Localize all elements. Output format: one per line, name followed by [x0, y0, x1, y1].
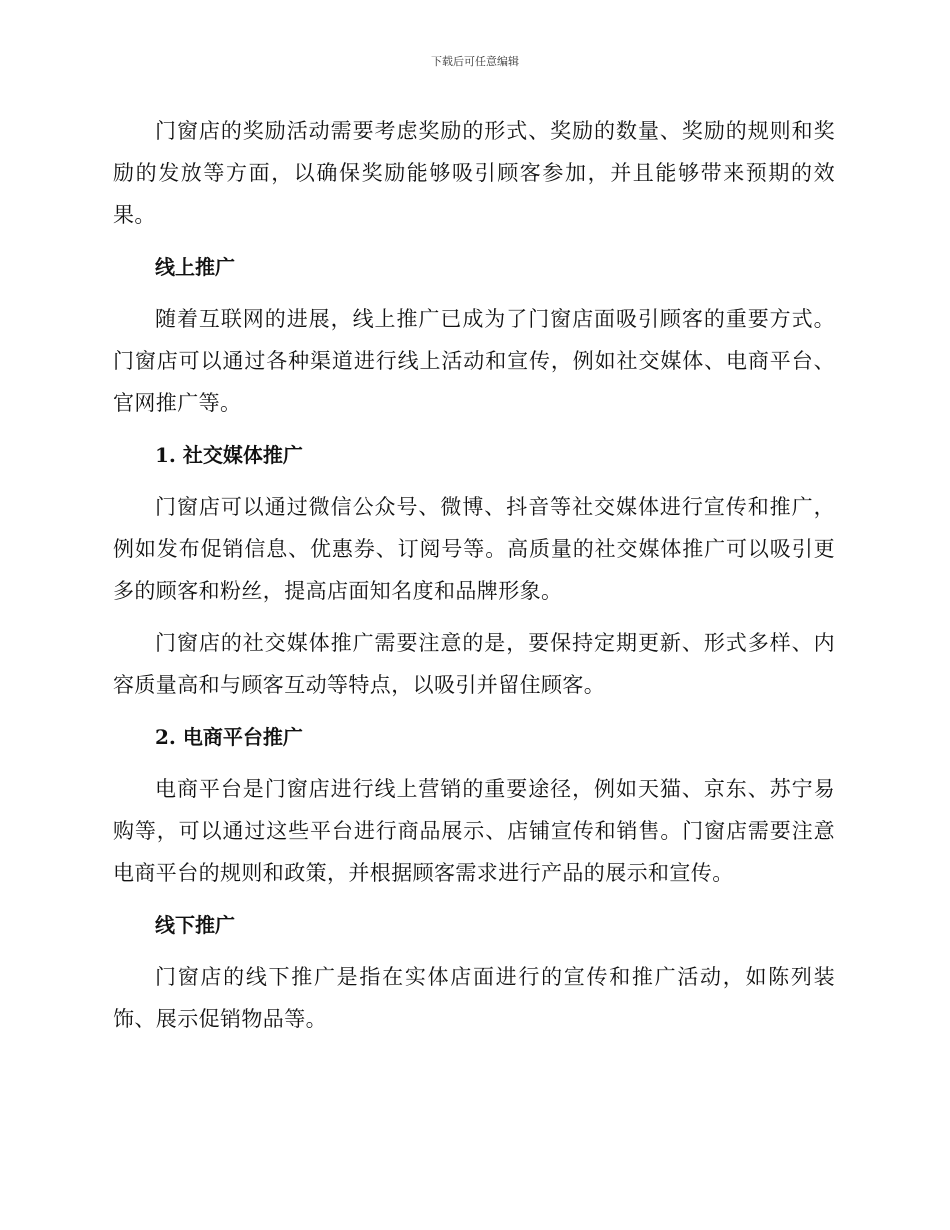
heading-ecommerce: 2. 电商平台推广 [155, 725, 303, 749]
page-header: 下载后可任意编辑 [431, 55, 519, 68]
paragraph-social-media-notes: 门窗店的社交媒体推广需要注意的是，要保持定期更新、形式多样、内容质量高和与顾客互动等特点，以吸引并留住顾客。 [113, 631, 835, 697]
paragraph-social-media: 门窗店可以通过微信公众号、微博、抖音等社交媒体进行宣传和推广，例如发布促销信息、优惠券、订阅号等。高质量的社交媒体推广可以吸引更多的顾客和粉丝，提高店面知名度和品牌形象。 [113, 495, 835, 603]
paragraph-reward-activity: 门窗店的奖励活动需要考虑奖励的形式、奖励的数量、奖励的规则和奖励的发放等方面，以确保奖励能够吸引顾客参加，并且能够带来预期的效果。 [113, 119, 835, 227]
paragraph-ecommerce: 电商平台是门窗店进行线上营销的重要途径，例如天猫、京东、苏宁易购等，可以通过这些平台进行商品展示、店铺宣传和销售。门窗店需要注意电商平台的规则和政策，并根据顾客需求进行产品的展示和宣传。 [113, 777, 835, 885]
paragraph-offline-promotion: 门窗店的线下推广是指在实体店面进行的宣传和推广活动，如陈列装饰、展示促销物品等。 [113, 965, 835, 1031]
heading-offline-promotion: 线下推广 [155, 913, 235, 937]
paragraph-online-intro: 随着互联网的进展，线上推广已成为了门窗店面吸引顾客的重要方式。门窗店可以通过各种渠道进行线上活动和宣传，例如社交媒体、电商平台、官网推广等。 [113, 307, 835, 415]
document-body [113, 110, 835, 1040]
heading-online-promotion: 线上推广 [155, 255, 235, 279]
heading-social-media: 1. 社交媒体推广 [155, 443, 303, 467]
